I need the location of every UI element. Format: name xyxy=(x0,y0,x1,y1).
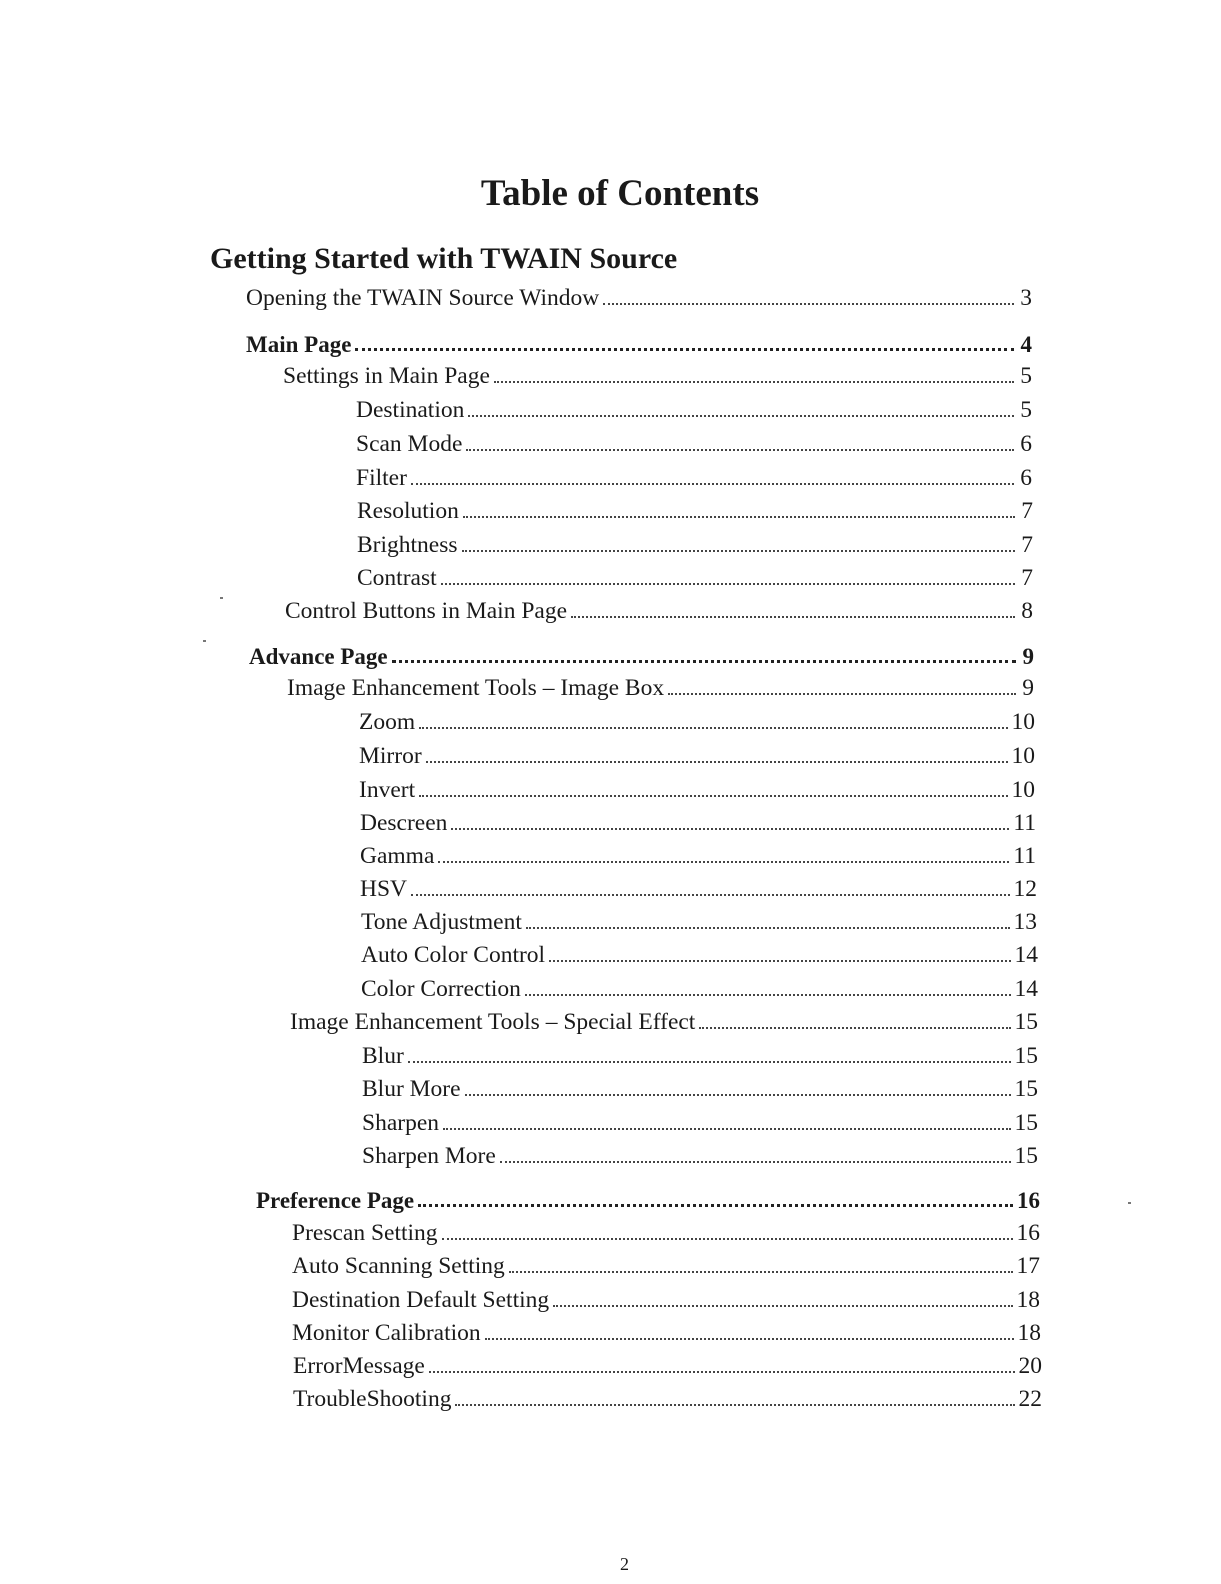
toc-entry-page: 7 xyxy=(1021,565,1033,591)
toc-entry-label: Invert xyxy=(359,777,416,803)
toc-entry-page: 7 xyxy=(1021,532,1033,558)
dot-leader xyxy=(441,583,1015,585)
toc-entry-label: Sharpen More xyxy=(362,1143,496,1169)
toc-entry-page: 13 xyxy=(1013,909,1037,935)
toc-entry-gamma[interactable] xyxy=(360,836,1036,870)
toc-entry-auto-color-control[interactable] xyxy=(361,935,1038,969)
dot-leader xyxy=(466,449,1014,451)
toc-entry-opening-window[interactable] xyxy=(246,278,1032,312)
dot-leader xyxy=(485,1338,1014,1340)
toc-entry-page: 20 xyxy=(1018,1353,1042,1379)
toc-entry-page: 5 xyxy=(1020,397,1032,423)
dot-leader xyxy=(419,727,1007,729)
toc-entry-page: 12 xyxy=(1013,876,1037,902)
toc-entry-invert[interactable] xyxy=(359,770,1035,804)
dot-leader xyxy=(668,693,1016,695)
toc-entry-hsv[interactable] xyxy=(360,869,1037,903)
toc-entry-page: 7 xyxy=(1021,498,1033,524)
dot-leader xyxy=(438,861,1009,863)
toc-entry-label: Auto Color Control xyxy=(361,942,546,968)
toc-entry-descreen[interactable] xyxy=(360,803,1036,837)
dot-leader xyxy=(509,1271,1013,1273)
dot-leader xyxy=(525,994,1011,996)
dot-leader xyxy=(443,1128,1010,1130)
toc-entry-label: Contrast xyxy=(357,565,437,591)
toc-entry-page: 15 xyxy=(1014,1009,1038,1035)
dot-leader xyxy=(411,894,1009,896)
toc-entry-zoom[interactable] xyxy=(359,702,1035,736)
toc-entry-page: 10 xyxy=(1011,709,1035,735)
toc-entry-mirror[interactable] xyxy=(359,736,1035,770)
toc-entry-destination-default-setting[interactable] xyxy=(292,1280,1040,1314)
toc-entry-page: 16 xyxy=(1017,1188,1040,1213)
toc-entry-page: 11 xyxy=(1013,843,1036,869)
dot-leader xyxy=(549,960,1010,962)
toc-entry-label: Scan Mode xyxy=(356,431,463,457)
dot-leader xyxy=(442,1238,1013,1240)
toc-entry-label: Opening the TWAIN Source Window xyxy=(246,285,600,311)
toc-entry-label: Gamma xyxy=(360,843,435,869)
toc-entry-label: Settings in Main Page xyxy=(283,363,490,389)
toc-entry-page: 14 xyxy=(1014,942,1038,968)
toc-entry-tone-adjustment[interactable] xyxy=(361,902,1037,936)
dot-leader xyxy=(355,348,1014,351)
toc-entry-page: 5 xyxy=(1020,363,1032,389)
toc-entry-label: Destination xyxy=(356,397,465,423)
toc-entry-destination[interactable] xyxy=(356,390,1032,424)
toc-entry-monitor-calibration[interactable] xyxy=(292,1313,1041,1347)
toc-entry-page: 15 xyxy=(1014,1110,1038,1136)
toc-entry-page: 15 xyxy=(1014,1076,1038,1102)
toc-entry-control-buttons[interactable] xyxy=(285,591,1033,625)
toc-entry-label: Sharpen xyxy=(362,1110,440,1136)
toc-entry-label: Image Enhancement Tools – Special Effect xyxy=(290,1009,696,1035)
dot-leader xyxy=(392,660,1016,663)
toc-entry-page: 15 xyxy=(1014,1143,1038,1169)
toc-entry-label: Preference Page xyxy=(256,1188,415,1213)
toc-entry-contrast[interactable] xyxy=(357,558,1033,592)
dot-leader xyxy=(426,761,1008,763)
toc-entry-label: TroubleShooting xyxy=(293,1386,452,1412)
toc-entry-label: Destination Default Setting xyxy=(292,1287,550,1313)
toc-entry-color-correction[interactable] xyxy=(361,969,1038,1003)
page-number: 2 xyxy=(620,1554,629,1574)
dot-leader xyxy=(500,1161,1011,1163)
dot-leader xyxy=(411,483,1014,485)
toc-entry-page: 18 xyxy=(1016,1287,1040,1313)
toc-entry-page: 4 xyxy=(1020,332,1032,357)
toc-entry-label: Control Buttons in Main Page xyxy=(285,598,567,624)
toc-entry-scan-mode[interactable] xyxy=(356,424,1032,458)
toc-entry-blur[interactable] xyxy=(362,1036,1038,1070)
toc-entry-settings-main-page[interactable] xyxy=(283,356,1032,390)
toc-entry-page: 10 xyxy=(1011,743,1035,769)
dot-leader xyxy=(571,616,1015,618)
toc-entry-label: Zoom xyxy=(359,709,416,735)
toc-entry-label: ErrorMessage xyxy=(293,1353,425,1379)
dot-leader xyxy=(463,516,1015,518)
dot-leader xyxy=(418,1204,1013,1207)
toc-entry-advance-page[interactable] xyxy=(249,636,1034,670)
toc-entry-label: Blur More xyxy=(362,1076,461,1102)
dot-leader xyxy=(526,927,1010,929)
scan-speck xyxy=(220,597,223,599)
toc-entry-page: 6 xyxy=(1020,465,1032,491)
scan-speck xyxy=(203,640,206,642)
toc-entry-image-box[interactable] xyxy=(287,668,1034,702)
toc-entry-label: Tone Adjustment xyxy=(361,909,522,935)
section-heading: Getting Started with TWAIN Source xyxy=(210,242,678,275)
toc-entry-page: 17 xyxy=(1016,1253,1040,1279)
toc-entry-sharpen[interactable] xyxy=(362,1103,1038,1137)
dot-leader xyxy=(699,1027,1010,1029)
toc-entry-label: Blur xyxy=(362,1043,404,1069)
toc-entry-sharpen-more[interactable] xyxy=(362,1136,1038,1170)
toc-entry-blur-more[interactable] xyxy=(362,1069,1038,1103)
toc-entry-label: Color Correction xyxy=(361,976,521,1002)
toc-entry-label: Brightness xyxy=(357,532,458,558)
toc-entry-main-page[interactable] xyxy=(246,324,1032,358)
toc-entry-label: Mirror xyxy=(359,743,422,769)
toc-entry-label: Main Page xyxy=(246,332,352,357)
toc-entry-label: Filter xyxy=(356,465,407,491)
toc-entry-label: Prescan Setting xyxy=(292,1220,438,1246)
toc-entry-filter[interactable] xyxy=(356,458,1032,492)
toc-entry-label: HSV xyxy=(360,876,408,902)
toc-entry-special-effect[interactable] xyxy=(290,1002,1038,1036)
dot-leader xyxy=(455,1404,1014,1406)
toc-entry-page: 15 xyxy=(1014,1043,1038,1069)
toc-entry-brightness[interactable] xyxy=(357,525,1033,559)
toc-entry-page: 9 xyxy=(1022,675,1034,701)
toc-entry-preference-page[interactable] xyxy=(256,1180,1040,1214)
toc-entry-label: Advance Page xyxy=(249,644,388,669)
toc-entry-page: 22 xyxy=(1018,1386,1042,1412)
dot-leader xyxy=(468,415,1014,417)
dot-leader xyxy=(429,1371,1015,1373)
toc-entry-prescan-setting[interactable] xyxy=(292,1213,1040,1247)
scan-speck xyxy=(1128,1202,1131,1204)
toc-entry-page: 8 xyxy=(1021,598,1033,624)
toc-entry-label: Auto Scanning Setting xyxy=(292,1253,505,1279)
dot-leader xyxy=(451,828,1009,830)
toc-entry-auto-scanning-setting[interactable] xyxy=(292,1246,1040,1280)
dot-leader xyxy=(465,1094,1011,1096)
dot-leader xyxy=(494,381,1014,383)
toc-entry-page: 14 xyxy=(1014,976,1038,1002)
dot-leader xyxy=(603,303,1014,305)
toc-entry-page: 3 xyxy=(1020,285,1032,311)
page-title: Table of Contents xyxy=(480,173,760,214)
toc-entry-page: 6 xyxy=(1020,431,1032,457)
toc-entry-label: Descreen xyxy=(360,810,448,836)
toc-entry-page: 10 xyxy=(1011,777,1035,803)
toc-entry-label: Resolution xyxy=(357,498,459,524)
toc-entry-resolution[interactable] xyxy=(357,491,1033,525)
toc-entry-page: 16 xyxy=(1016,1220,1040,1246)
dot-leader xyxy=(408,1061,1011,1063)
toc-entry-label: Monitor Calibration xyxy=(292,1320,481,1346)
toc-entry-page: 11 xyxy=(1013,810,1036,836)
toc-entry-page: 9 xyxy=(1022,644,1034,669)
toc-entry-error-message[interactable] xyxy=(293,1346,1042,1380)
dot-leader xyxy=(419,795,1007,797)
dot-leader xyxy=(462,550,1015,552)
toc-entry-label: Image Enhancement Tools – Image Box xyxy=(287,675,665,701)
toc-entry-troubleshooting[interactable] xyxy=(293,1379,1042,1413)
toc-entry-page: 18 xyxy=(1017,1320,1041,1346)
dot-leader xyxy=(553,1305,1012,1307)
